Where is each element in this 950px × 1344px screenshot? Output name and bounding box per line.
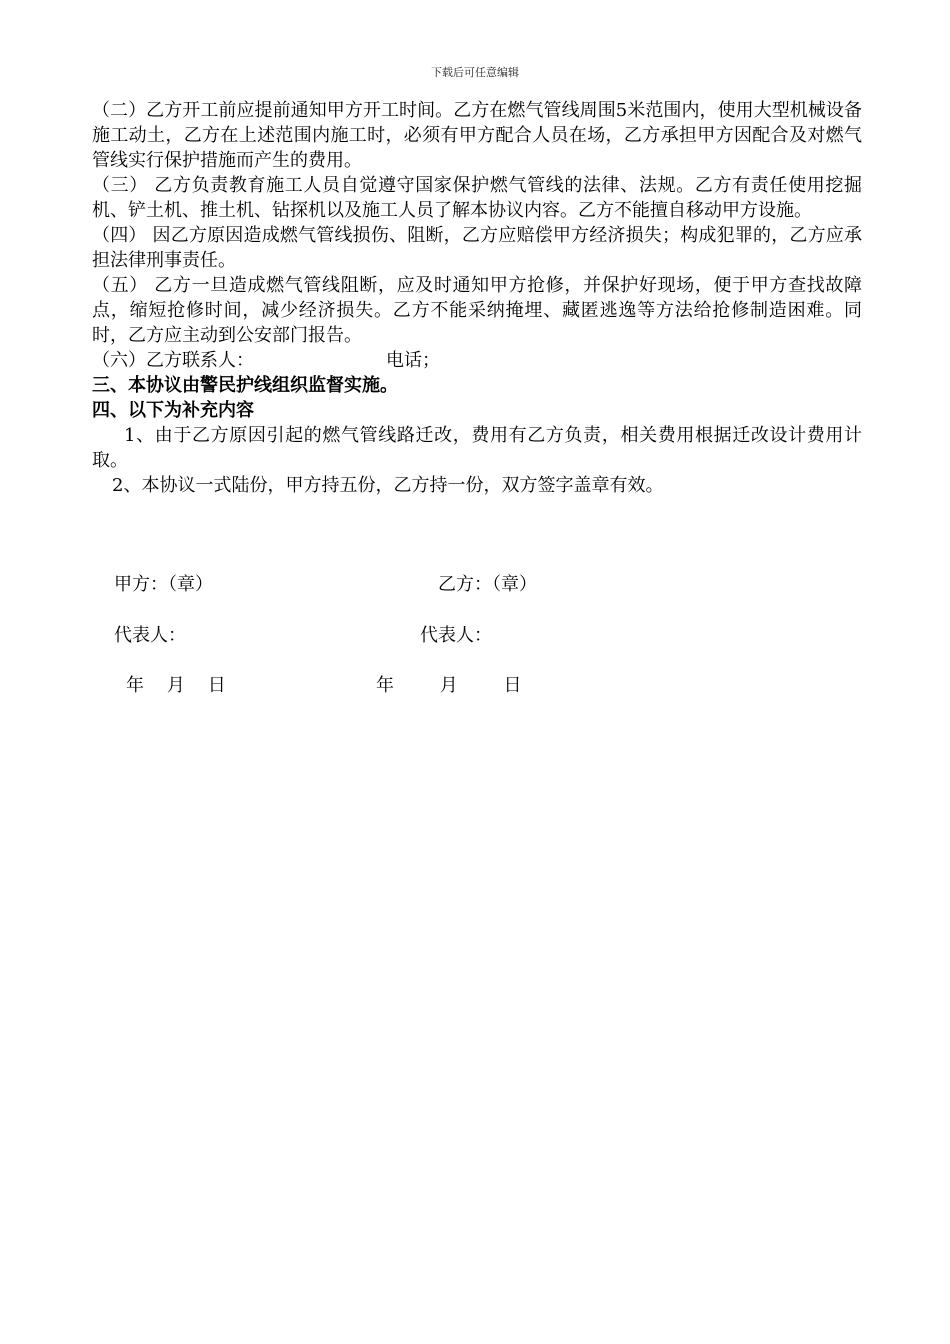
- supplement-2: 2、本协议一式陆份，甲方持五份，乙方持一份，双方签字盖章有效。: [112, 475, 664, 496]
- party-b-representative: 代表人：: [420, 625, 492, 646]
- phone-label: 电话；: [386, 350, 440, 371]
- party-a-seal: 甲方：（章）: [114, 574, 213, 595]
- clause-2: （二）乙方开工前应提前通知甲方开工时间。乙方在燃气管线周围5米范围内，使用大型机械设备施工动土，乙方在上述范围内施工时，必须有甲方配合人员在场，乙方承担甲方因配合及对燃气管线实行保护措施而产生的费用。: [92, 100, 862, 171]
- section-4-heading: 四、以下为补充内容: [92, 400, 254, 421]
- page-header: 下载后可任意编辑: [431, 66, 519, 79]
- clause-6: [92, 348, 862, 373]
- clause-3: （三） 乙方负责教育施工人员自觉遵守国家保护燃气管线的法律、法规。乙方有责任使用挖掘机、铲土机、推土机、钻探机以及施工人员了解本协议内容。乙方不能擅自移动甲方设施。: [92, 175, 862, 221]
- clause-4: （四） 因乙方原因造成燃气管线损伤、阻断，乙方应赔偿甲方经济损失；构成犯罪的，乙方应承担法律刑事责任。: [92, 225, 862, 271]
- party-a-date: 年 月 日: [126, 675, 226, 696]
- agreement-body: [92, 98, 862, 498]
- supplement-1: 1、由于乙方原因引起的燃气管线路迁改，费用有乙方负责，相关费用根据迁改设计费用计取。: [92, 425, 862, 471]
- party-a-representative: 代表人：: [114, 625, 186, 646]
- contact-label: （六）乙方联系人：: [92, 350, 254, 371]
- party-b-seal: 乙方：（章）: [438, 574, 537, 595]
- clause-5: （五） 乙方一旦造成燃气管线阻断，应及时通知甲方抢修，并保护好现场，便于甲方查找故障点，缩短抢修时间，减少经济损失。乙方不能采纳掩埋、藏匿逃逸等方法给抢修制造困难。同时，乙方应主动到公安部门报告。: [92, 275, 862, 346]
- party-b-date: 年 月 日: [376, 675, 522, 696]
- section-3-heading: 三、本协议由警民护线组织监督实施。: [92, 375, 398, 396]
